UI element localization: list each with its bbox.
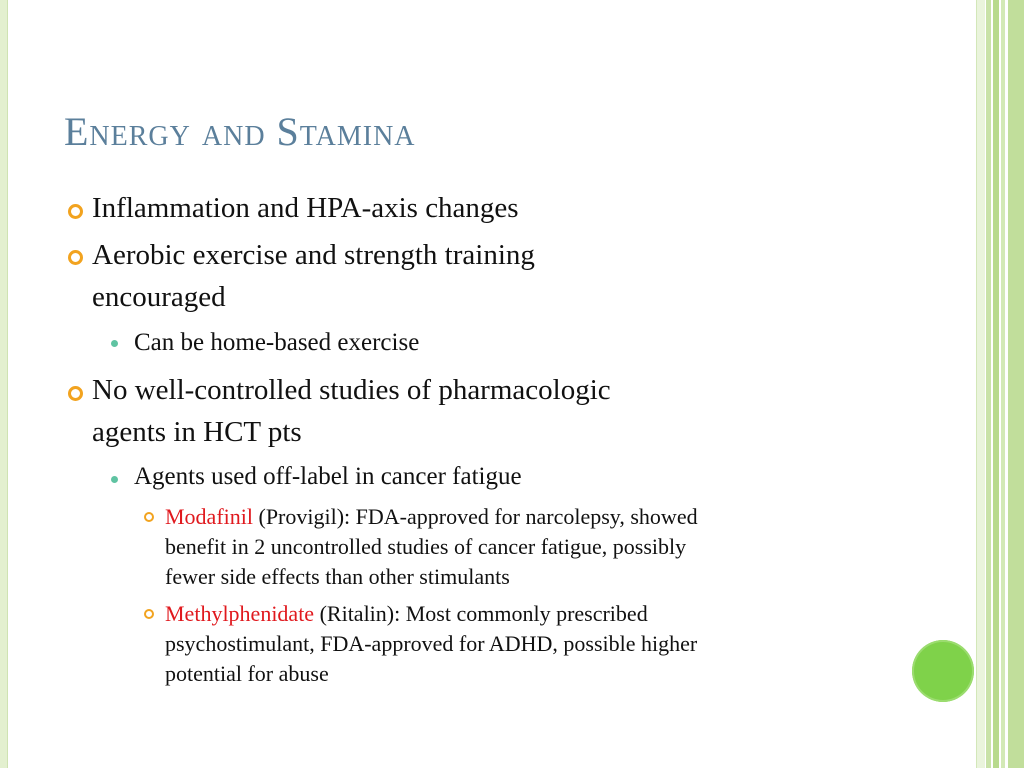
bullet-text: benefit in 2 uncontrolled studies of cancer fatigue, possibly [165,534,687,559]
bullet-text: Agents used off-label in cancer fatigue [134,463,522,490]
bullet-item [92,369,611,453]
bullet-text: No well-controlled studies of pharmacologic [92,374,611,406]
bullet-ring-icon [144,609,154,619]
bullet-text: (Ritalin): Most commonly prescribed [314,601,648,626]
bullet-item [92,187,519,229]
bullet-text: encouraged [92,281,226,313]
right-frame-stripe [1001,0,1005,768]
bullet-ring-icon [144,512,154,522]
bullet-ring-icon [68,204,83,219]
bullet-text: psychostimulant, FDA-approved for ADHD, possible higher [165,631,698,656]
decorative-circle-icon [912,640,974,702]
right-frame-stripe [1008,0,1024,768]
right-frame-stripe [986,0,991,768]
bullet-text: fewer side effects than other stimulants [165,564,510,589]
bullet-text: Can be home-based exercise [134,329,420,356]
right-frame-stripe [993,0,999,768]
bullet-ring-icon [68,250,83,265]
drug-name-highlight: Modafinil [165,504,253,529]
bullet-text: Inflammation and HPA-axis changes [92,192,519,224]
bullet-text: agents in HCT pts [92,416,302,448]
bullet-first-line [165,502,698,532]
left-frame-border [0,0,8,768]
bullet-item [92,234,535,318]
bullet-text: potential for abuse [165,661,329,686]
slide-title: Energy and Stamina [64,109,416,154]
right-frame-stripe [976,0,985,768]
sub-sub-bullet-item [165,599,697,689]
bullet-first-line [165,599,697,629]
bullet-ring-icon [68,386,83,401]
bullet-text: (Provigil): FDA-approved for narcolepsy, showed [253,504,698,529]
bullet-dot-icon [111,476,118,483]
sub-bullet-item [134,327,419,359]
drug-name-highlight: Methylphenidate [165,601,315,626]
bullet-text: Aerobic exercise and strength training [92,239,535,271]
sub-bullet-item [134,461,522,493]
bullet-dot-icon [111,340,118,347]
sub-sub-bullet-item [165,502,698,592]
